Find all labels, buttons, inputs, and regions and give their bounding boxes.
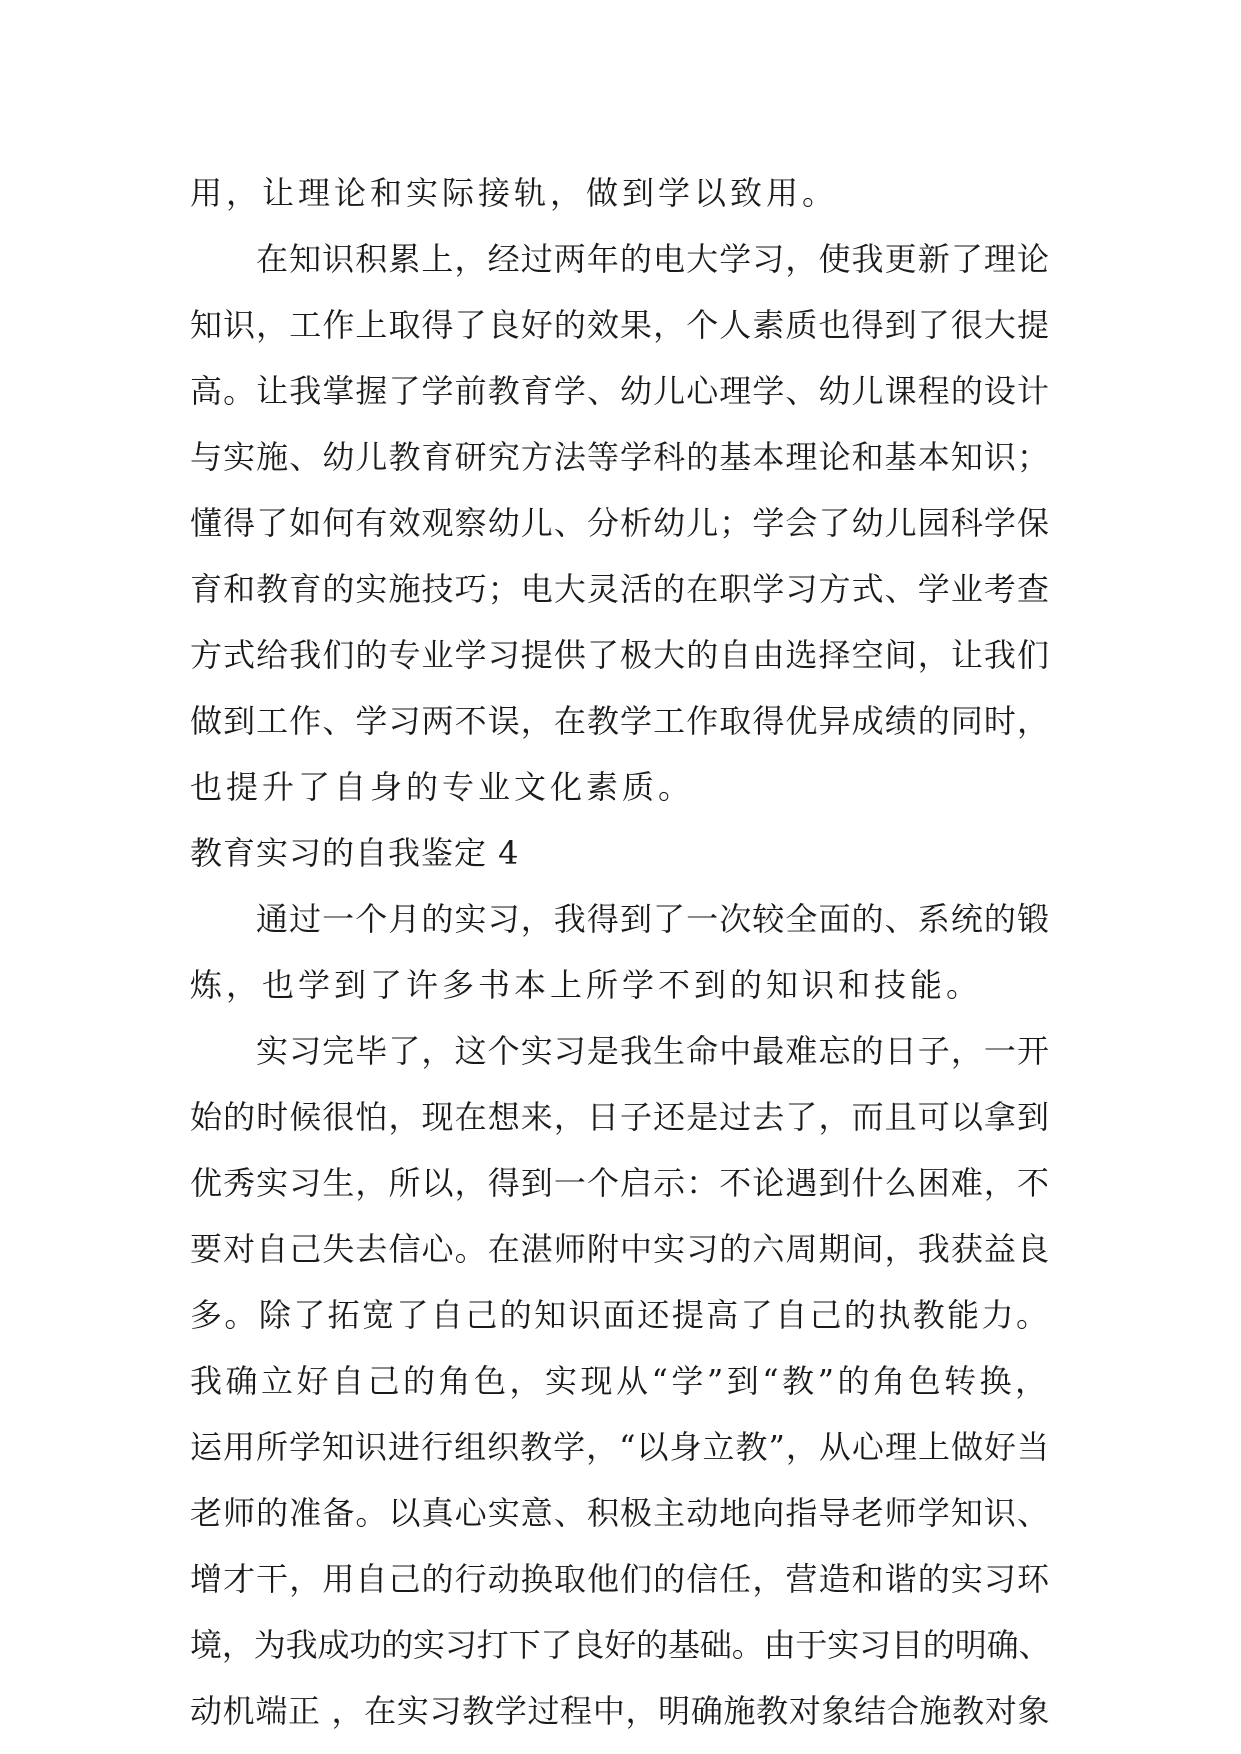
paragraph-line: 在知识积累上，经过两年的电大学习，使我更新了理论 [256,240,1050,278]
paragraph-line: 也提升了自身的专业文化素质。 [190,768,695,806]
document-body [190,160,1050,1744]
section-heading: 教育实习的自我鉴定 4 [190,834,520,872]
paragraph-line: 做到工作、学习两不误，在教学工作取得优异成绩的同时， [190,702,1050,740]
paragraph-line: 用，让理论和实际接轨，做到学以致用。 [190,174,839,212]
paragraph-line: 高。让我掌握了学前教育学、幼儿心理学、幼儿课程的设计 [190,372,1050,410]
paragraph-line: 我确立好自己的角色，实现从“学”到“教”的角色转换， [190,1362,1051,1400]
paragraph-line: 知识，工作上取得了良好的效果，个人素质也得到了很大提 [190,306,1050,344]
paragraph-line: 实习完毕了，这个实习是我生命中最难忘的日子，一开 [256,1032,1050,1070]
paragraph-line: 炼，也学到了许多书本上所学不到的知识和技能。 [190,966,983,1004]
paragraph-line: 优秀实习生，所以，得到一个启示：不论遇到什么困难，不 [190,1164,1050,1202]
paragraph-line: 通过一个月的实习，我得到了一次较全面的、系统的锻 [256,900,1050,938]
paragraph-line: 要对自己失去信心。在湛师附中实习的六周期间，我获益良 [190,1230,1050,1268]
paragraph-line: 动机端正 ，在实习教学过程中，明确施教对象结合施教对象 [190,1692,1050,1730]
paragraph-line: 方式给我们的专业学习提供了极大的自由选择空间，让我们 [190,636,1050,674]
paragraph-line: 育和教育的实施技巧；电大灵活的在职学习方式、学业考查 [190,570,1050,608]
paragraph-line: 运用所学知识进行组织教学，“以身立教”，从心理上做好当 [190,1428,1050,1466]
paragraph-line: 与实施、幼儿教育研究方法等学科的基本理论和基本知识； [190,438,1050,476]
paragraph-line: 境，为我成功的实习打下了良好的基础。由于实习目的明确、 [190,1626,1050,1664]
paragraph-line: 懂得了如何有效观察幼儿、分析幼儿；学会了幼儿园科学保 [190,504,1050,542]
paragraph-line: 始的时候很怕，现在想来，日子还是过去了，而且可以拿到 [190,1098,1050,1136]
paragraph-line: 老师的准备。以真心实意、积极主动地向指导老师学知识、 [190,1494,1050,1532]
paragraph-line: 增才干，用自己的行动换取他们的信任，营造和谐的实习环 [190,1560,1050,1598]
paragraph-line: 多。除了拓宽了自己的知识面还提高了自己的执教能力。 [190,1296,1050,1334]
